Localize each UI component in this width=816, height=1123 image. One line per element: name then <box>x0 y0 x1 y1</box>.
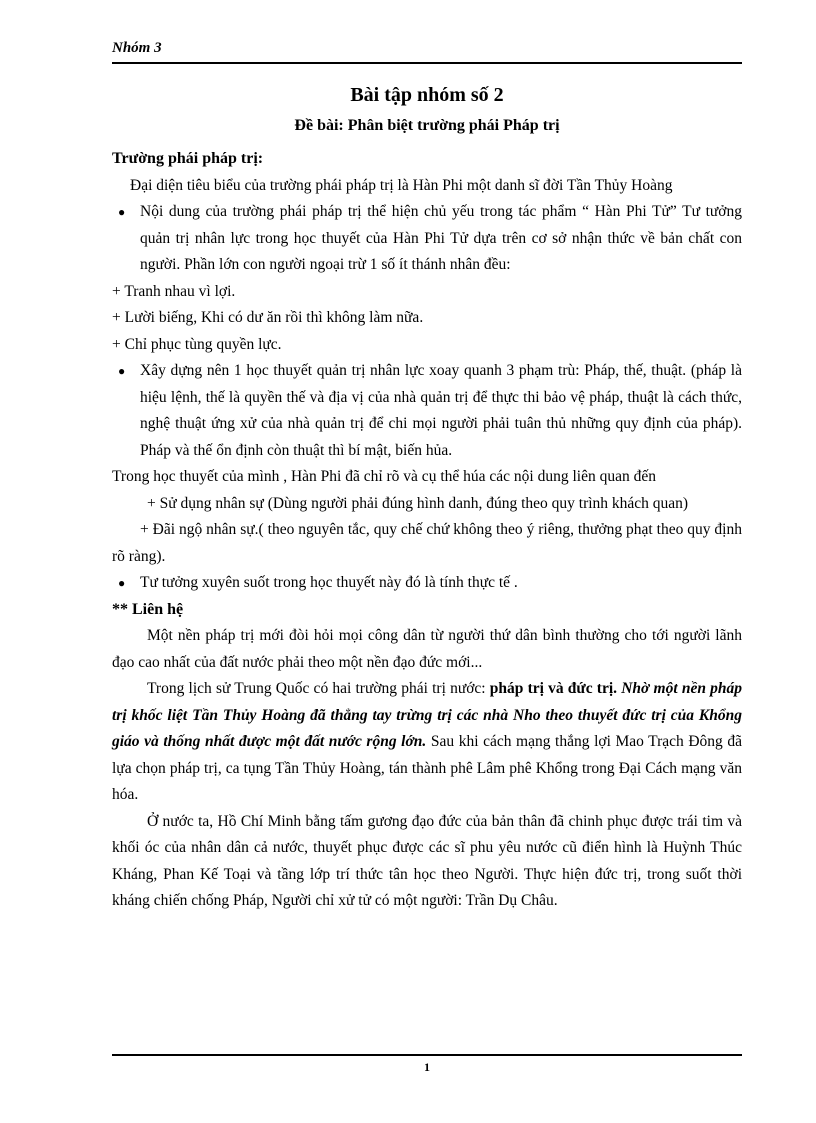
intro-paragraph: Đại diện tiêu biểu của trường phái pháp trị là Hàn Phi một danh sĩ đời Tần Thủy Hoàng <box>130 176 673 194</box>
paragraph-text: Sau khi cách mạng thắng lợi Mao Trạch Đông đã lựa chọn pháp trị, ca tụng Tần Thủy Hoàng, tán thành phê Lâm phê Khổng trong Đại Cách mạng văn hóa. <box>112 733 742 803</box>
paragraph: Trong học thuyết của mình , Hàn Phi đã chỉ rõ và cụ thể húa các nội dung liên quan đến <box>112 468 656 485</box>
paragraph-text: Trong lịch sử Trung Quốc có hai trường phái trị nước: <box>147 680 490 697</box>
list-item: + Chỉ phục tùng quyền lực. <box>112 335 282 353</box>
page-number: 1 <box>424 1060 430 1074</box>
bullet-item <box>112 199 742 279</box>
emphasis-text: Nhờ một nền pháp trị khốc liệt Tần Thủy Hoàng đã thẳng tay trừng trị các nhà Nho theo thuyết đức trị của Khổng giáo và thống nhất được một đất nước rộng lớn. <box>112 680 743 750</box>
emphasis-text: pháp trị và đức trị. <box>489 680 618 697</box>
bullet-text: Xây dựng nên 1 học thuyết quản trị nhân lực xoay quanh 3 phạm trù: Pháp, thế, thuật. (pháp là hiệu lệnh, thế là quyền thế và địa vị của nhà quản trị để thực thi bảo vệ pháp, thuật là cách thức, nghệ thuật ứng xử của nhà quản trị để chi mọi người phải tuân thủ những quy định của pháp). Pháp và thế ổn định còn thuật thì bí mật, biến hủa. <box>140 362 742 459</box>
paragraph: Một nền pháp trị mới đòi hỏi mọi công dân từ người thứ dân bình thường cho tới người lãnh đạo cao nhất của đất nước phải theo một nền đạo đức mới... <box>112 627 742 671</box>
paragraph: Ở nước ta, Hồ Chí Minh bằng tấm gương đạo đức của bản thân đã chinh phục được trái tim và khối óc của nhân dân cả nước, thuyết phục được các sĩ phu yêu nước cũ điển hình là Huỳnh Thúc Kháng, Phan Kế Toại và tầng lớp trí thức tân học theo Người. Thực hiện đức trị, trong suốt thời kháng chiến chống Pháp, Người chỉ xử tử có một người: Trần Dụ Châu. <box>112 812 742 909</box>
bullet-text: Nội dung của trường phái pháp trị thể hiện chủ yếu trong tác phẩm “ Hàn Phi Tử” Tư tưởng quản trị nhân lực trong học thuyết của Hàn Phi Tử dựa trên cơ sở nhận thức về bản chất con người. Phần lớn con người ngoại trừ 1 số ít thánh nhân đều: <box>140 203 742 273</box>
bullet-icon: ● <box>118 576 126 590</box>
footer-divider <box>112 1054 742 1056</box>
bullet-icon: ● <box>118 205 126 219</box>
document-subtitle: Đề bài: Phân biệt trường phái Pháp trị <box>294 117 560 134</box>
group-header: Nhóm 3 <box>112 40 162 56</box>
list-item: + Tranh nhau vì lợi. <box>112 282 236 300</box>
bullet-item <box>112 570 742 597</box>
sub-item: + Sử dụng nhân sự (Dùng người phải đúng hình danh, đúng theo quy trình khách quan) <box>147 494 689 512</box>
document-title: Bài tập nhóm số 2 <box>350 84 504 106</box>
section-heading-phap-tri: Trường phái pháp trị: <box>112 150 264 167</box>
document-body <box>112 146 742 915</box>
list-item: + Lười biếng, Khi có dư ăn rồi thì không làm nữa. <box>112 309 424 326</box>
sub-item: + Đãi ngộ nhân sự.( theo nguyên tắc, quy chế chứ không theo ý riêng, thưởng phạt theo quy định rõ ràng). <box>112 521 742 565</box>
bullet-icon: ● <box>118 364 126 378</box>
section-heading-lien-he: ** Liên hệ <box>112 600 184 618</box>
paragraph <box>112 676 742 809</box>
header-divider <box>112 62 742 64</box>
bullet-item <box>112 358 742 464</box>
bullet-text: Tư tưởng xuyên suốt trong học thuyết này đó là tính thực tế . <box>140 574 518 591</box>
